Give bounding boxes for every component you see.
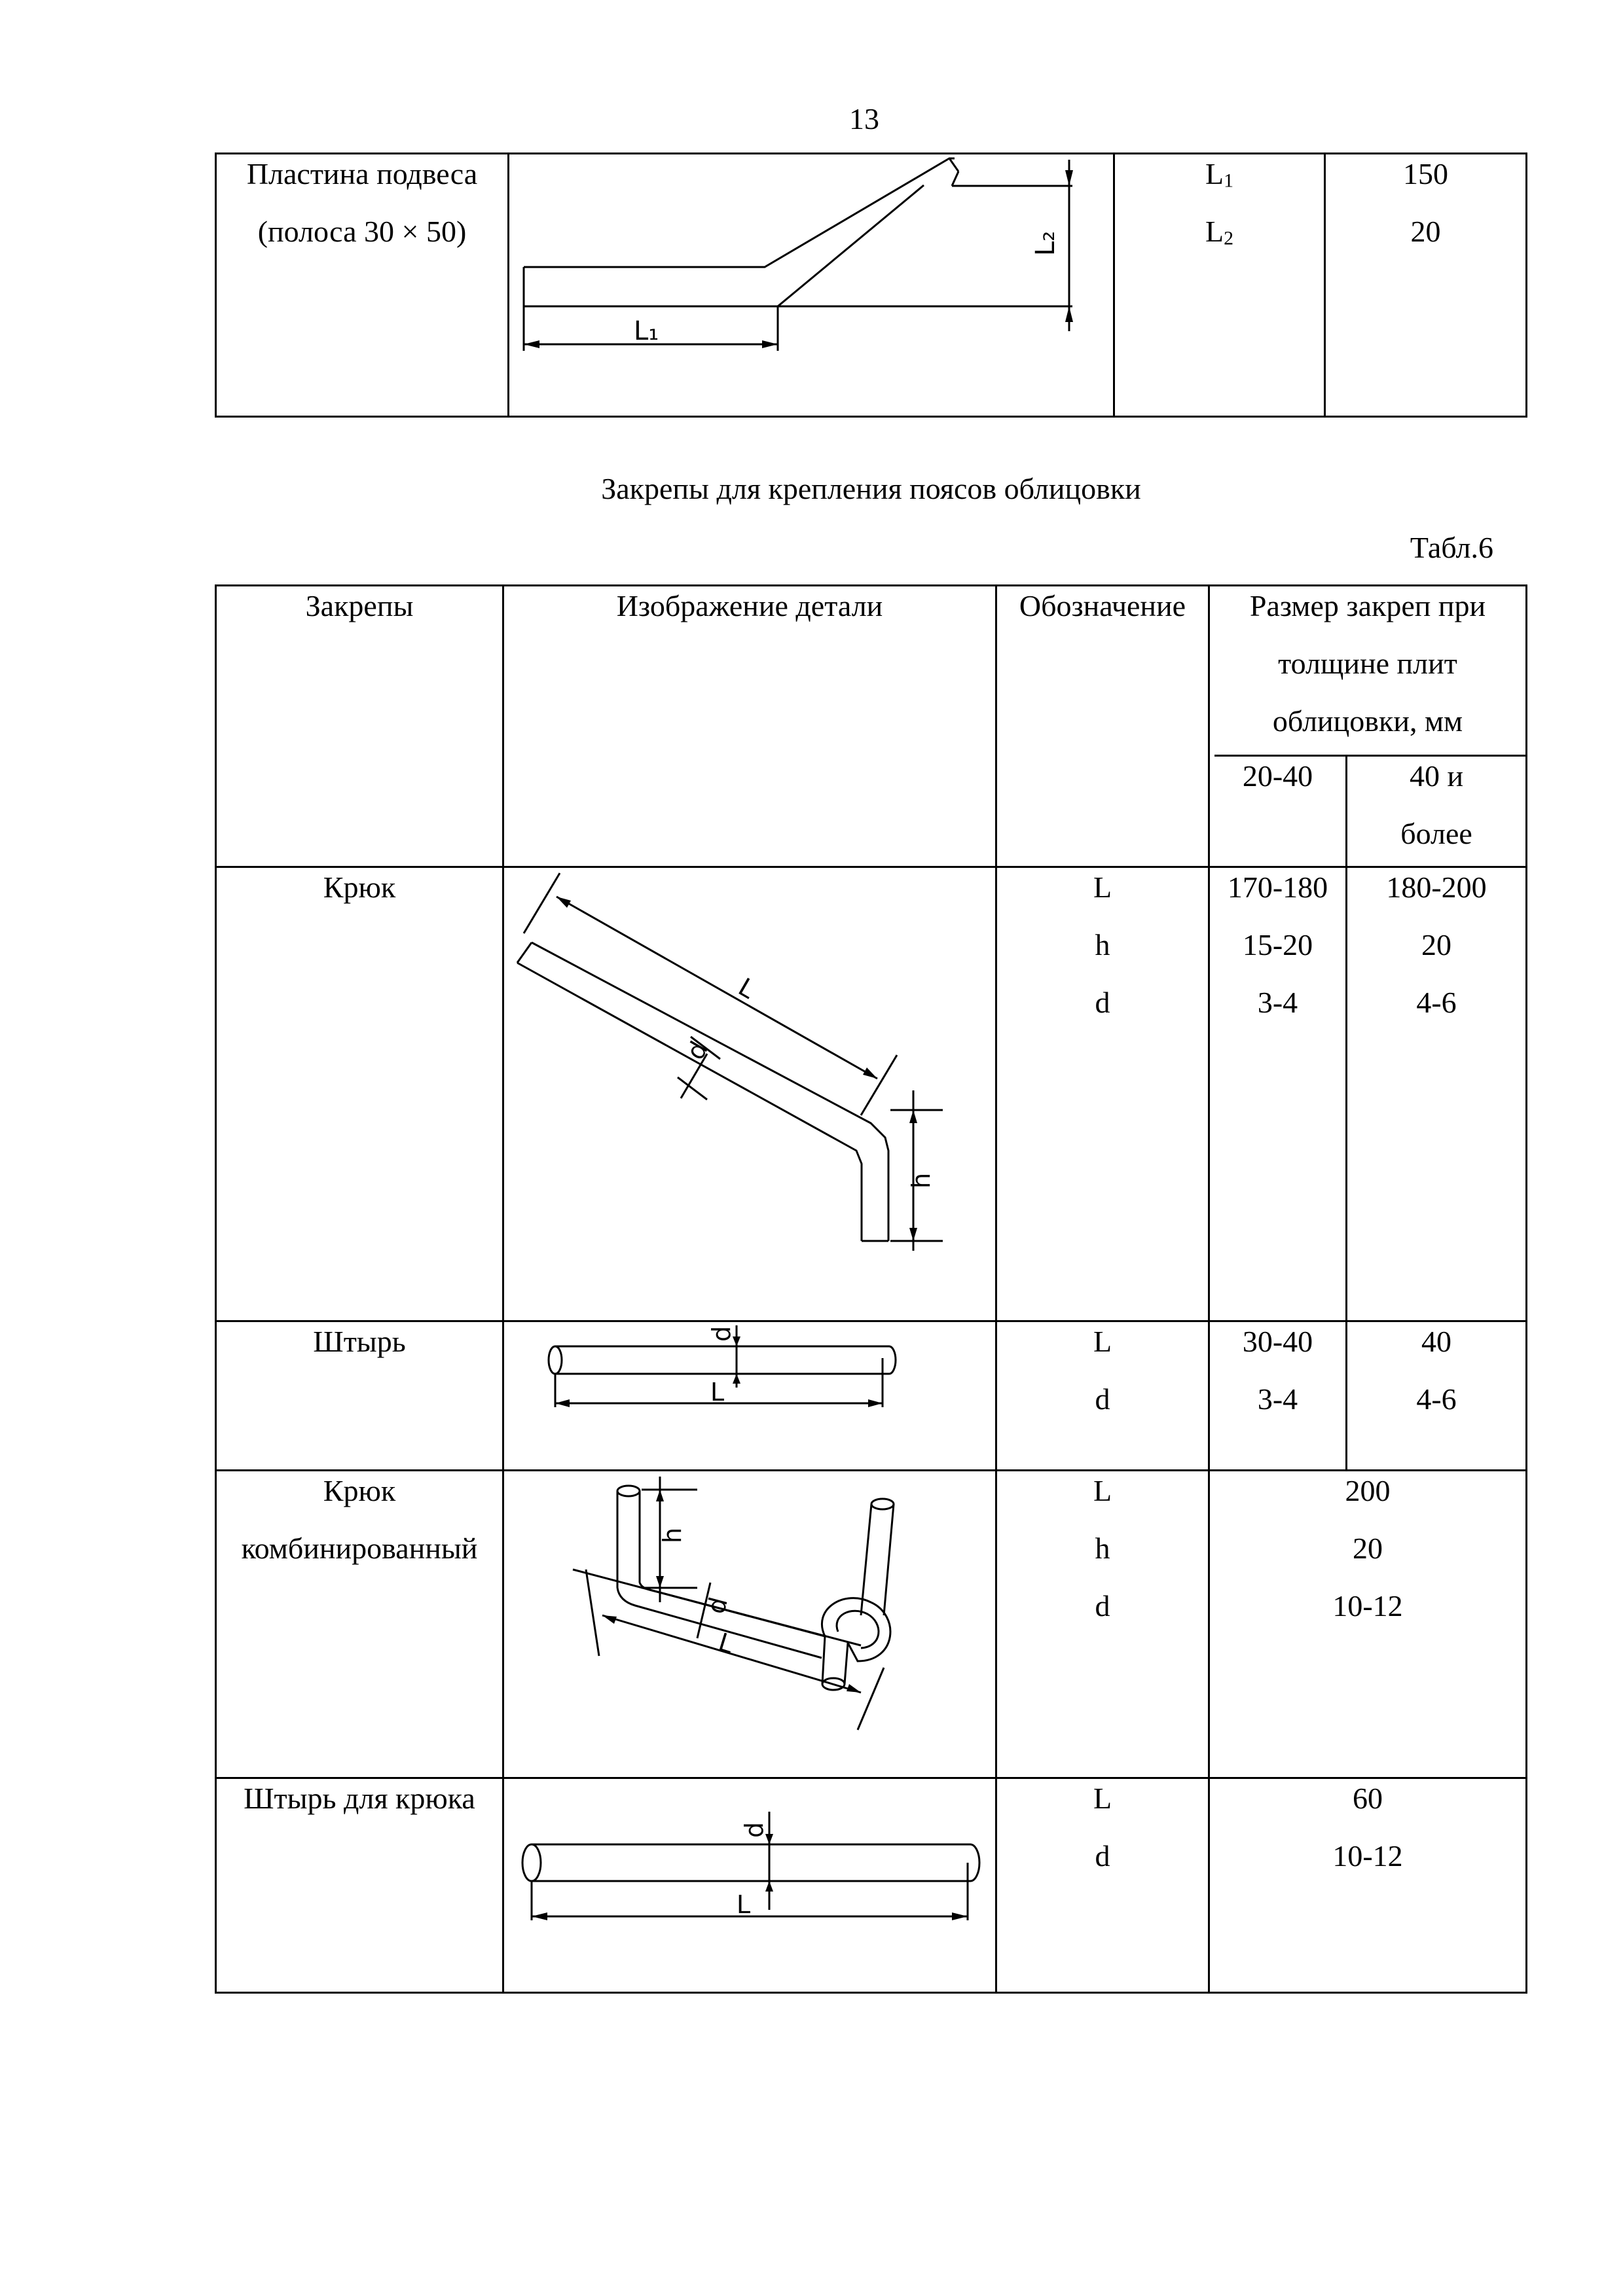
pin-drawing [504,1322,995,1469]
designation: L [1093,870,1112,904]
row-name-line: Крюк [323,1474,396,1507]
designation: d [1095,1382,1110,1416]
pin-l-label: L [710,1378,725,1407]
row-hook-pin-name [217,1770,502,1827]
value: 15-20 [1242,928,1313,961]
plate-name [217,145,507,260]
row-pin-values-a [1210,1313,1345,1428]
row-combined-hook-name [217,1462,502,1577]
designation: h [1095,928,1110,961]
row-name-line: Штырь [313,1325,406,1358]
pin-d-label: d [707,1325,736,1342]
page-number: 13 [849,102,879,135]
header-sub-20-40: 20-40 [1242,759,1313,793]
row-hook-pin-designations [997,1770,1208,1885]
designation: L [1093,1474,1112,1507]
hook-h-label: h [907,1172,936,1189]
value: 3-4 [1257,986,1298,1019]
value: 170-180 [1227,870,1328,904]
plate-name-line: (полоса 30 × 50) [257,215,467,248]
row-hook-values-a [1210,859,1345,1031]
designation: d [1095,1589,1110,1623]
designation: d [1095,1839,1110,1873]
row-name-line: Крюк [323,870,396,904]
plate-values [1326,145,1525,260]
value: 200 [1345,1474,1391,1507]
header-size-line: облицовки, мм [1272,704,1463,738]
hook-d-label: d [680,1036,714,1065]
value: 10-12 [1332,1589,1403,1623]
header-size-line: толщине плит [1278,647,1457,680]
row-hook-values-b [1347,859,1525,1031]
row-name-line: Штырь для крюка [244,1782,475,1815]
plate-designations [1115,145,1324,260]
designation: d [1095,986,1110,1019]
header-sub-40-more [1347,747,1525,863]
plate-name-line: Пластина подвеса [246,157,478,190]
row-name-line: комбинированный [241,1532,478,1565]
value: 10-12 [1332,1839,1403,1873]
header-detail-image: Изображение детали [616,589,883,622]
combined-h-label: h [658,1527,687,1543]
value: 20 [1353,1532,1383,1565]
row-pin-values-b [1347,1313,1525,1428]
header-designation: Обозначение [1019,589,1186,622]
header-size-line: Размер закреп при [1249,589,1486,622]
row-hook-name [217,859,502,916]
designation: L [1093,1782,1112,1815]
designation: $L_1$ [1205,157,1234,192]
l2-dim-label: L₂ [1030,230,1061,256]
row-pin-designations [997,1313,1208,1428]
row-hook-designations [997,859,1208,1031]
header-sub-line: 40 и [1409,759,1464,793]
value: 150 [1403,157,1448,190]
value: 4-6 [1416,1382,1457,1416]
value: 20 [1421,928,1451,961]
value: 3-4 [1257,1382,1298,1416]
designation: $L_2$ [1205,215,1234,249]
value: 40 [1421,1325,1451,1358]
hook-drawing [504,868,995,1320]
value: 30-40 [1242,1325,1313,1358]
row-combined-designations [997,1462,1208,1635]
hook-pin-d-label: d [740,1821,769,1838]
header-size [1210,577,1525,750]
hanger-plate-drawing [509,154,1113,416]
combined-l-label: L [715,1627,737,1659]
row-combined-values [1210,1462,1525,1635]
value: 20 [1410,215,1441,248]
table-label: Табл.6 [1410,531,1493,564]
row-pin-name [217,1313,502,1371]
designation: h [1095,1532,1110,1565]
hook-l-label: L [733,972,760,1005]
value: 60 [1353,1782,1383,1815]
header-sub-line: более [1400,817,1472,850]
header-fasteners: Закрепы [305,589,414,622]
designation: L [1093,1325,1112,1358]
combined-d-label: d [701,1594,733,1617]
section-title: Закрепы для крепления поясов облицовки [601,472,1141,505]
l1-dim-label: L₁ [634,316,659,346]
hook-pin-l-label: L [737,1890,751,1919]
combined-hook-drawing [504,1471,995,1777]
value: 180-200 [1386,870,1487,904]
row-hook-pin-values [1210,1770,1525,1885]
value: 4-6 [1416,986,1457,1019]
hook-pin-drawing [504,1779,995,1992]
